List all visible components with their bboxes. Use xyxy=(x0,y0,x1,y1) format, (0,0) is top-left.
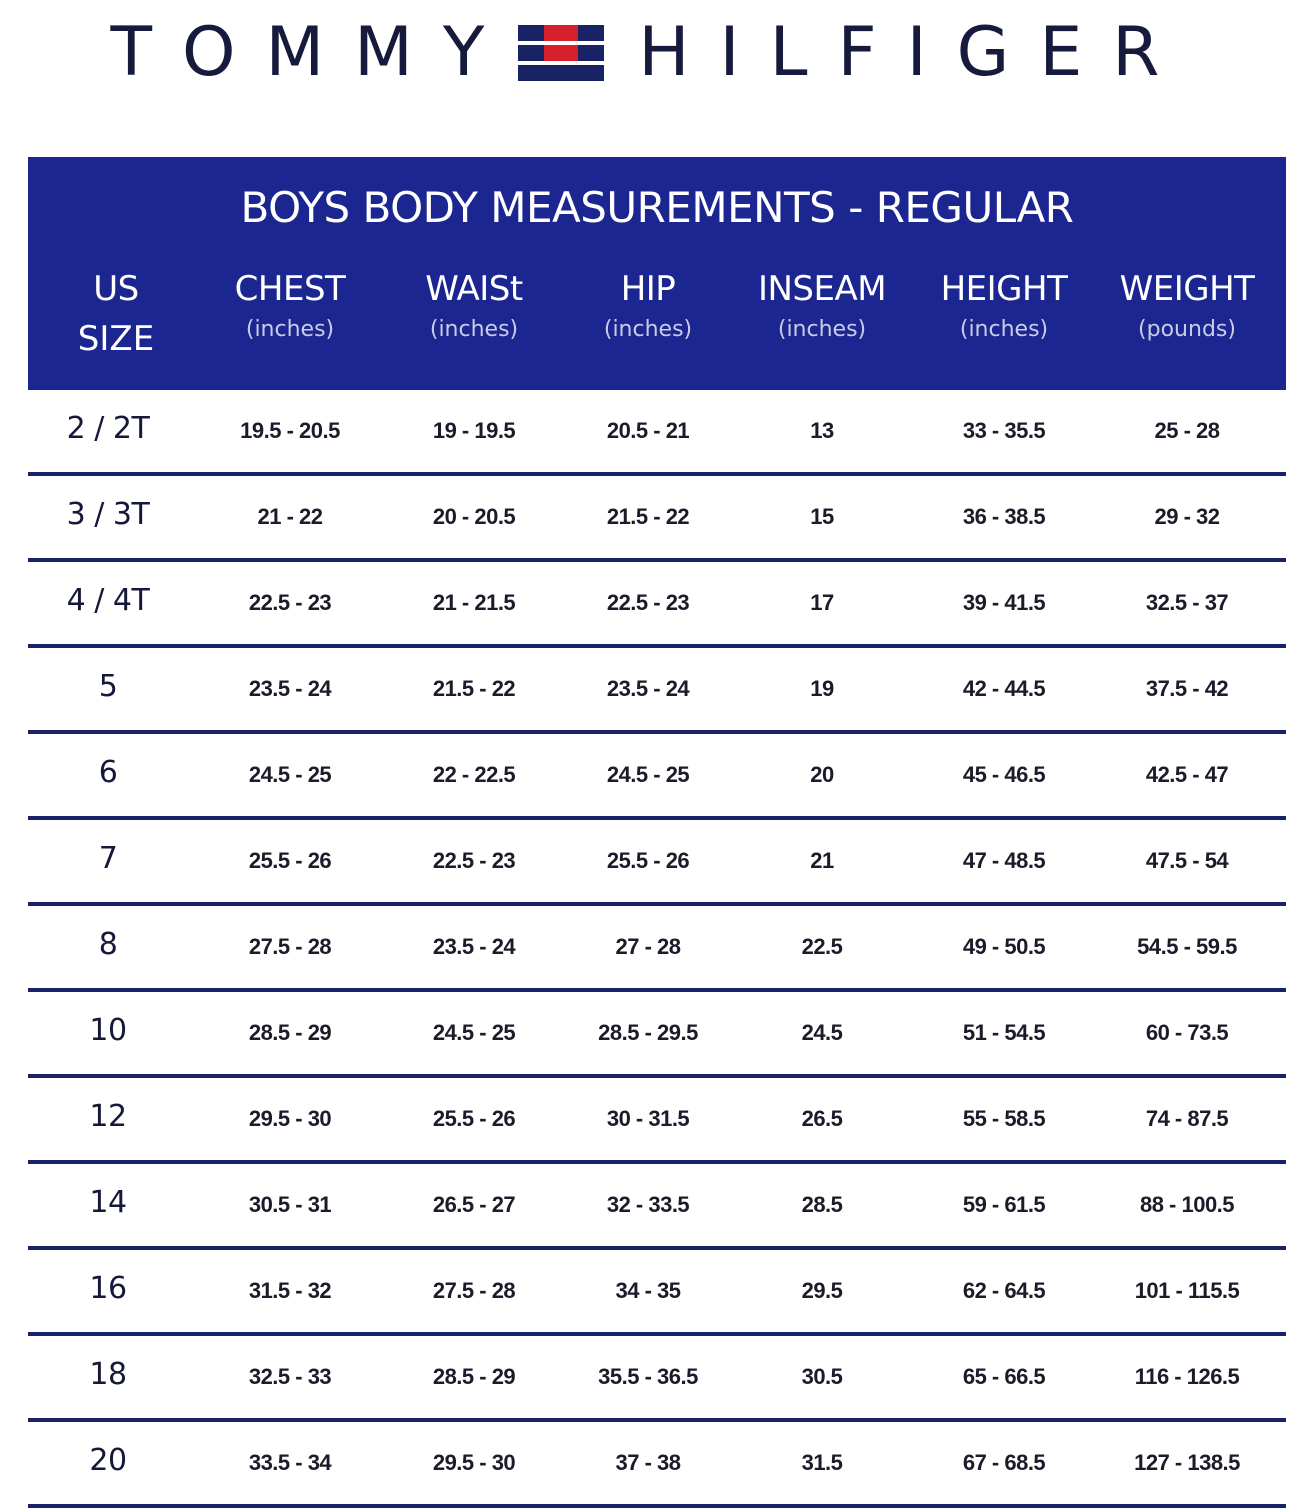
cell-chest: 25.5 - 26 xyxy=(248,848,332,873)
cell-hip: 20.5 - 21 xyxy=(606,418,690,443)
column-header-weight xyxy=(1088,269,1286,359)
cell-size: 12 xyxy=(89,1098,127,1134)
column-header-inseam xyxy=(724,269,920,359)
cell-size: 6 xyxy=(98,754,118,790)
cell-size: 4 / 4T xyxy=(66,582,150,618)
cell-waist: 27.5 - 28 xyxy=(432,1278,516,1303)
cell-chest: 31.5 - 32 xyxy=(248,1278,332,1303)
cell-inseam: 30.5 xyxy=(801,1364,843,1389)
cell-weight: 88 - 100.5 xyxy=(1139,1192,1235,1217)
table-row xyxy=(28,1422,1286,1508)
column-headers xyxy=(28,269,1286,359)
cell-inseam: 20 xyxy=(810,762,834,787)
column-header-unit: SIZE xyxy=(77,319,155,359)
cell-inseam: 13 xyxy=(810,418,834,443)
cell-height: 59 - 61.5 xyxy=(962,1192,1046,1217)
cell-hip: 34 - 35 xyxy=(615,1278,681,1303)
chart-title: BOYS BODY MEASUREMENTS - REGULAR xyxy=(240,183,1074,232)
cell-inseam: 28.5 xyxy=(801,1192,843,1217)
column-header-label: US xyxy=(93,269,139,309)
cell-height: 47 - 48.5 xyxy=(962,848,1046,873)
cell-size: 8 xyxy=(98,926,118,962)
column-header-height xyxy=(920,269,1088,359)
cell-inseam: 26.5 xyxy=(801,1106,843,1131)
cell-height: 33 - 35.5 xyxy=(962,418,1046,443)
cell-size: 10 xyxy=(89,1012,127,1048)
cell-weight: 116 - 126.5 xyxy=(1134,1364,1240,1389)
table-row xyxy=(28,820,1286,906)
cell-weight: 32.5 - 37 xyxy=(1145,590,1229,615)
table-row xyxy=(28,390,1286,476)
column-header-label: WAISt xyxy=(425,269,523,309)
cell-hip: 23.5 - 24 xyxy=(606,676,690,701)
logo-word-hilfiger: HILFIGER xyxy=(638,13,1190,92)
cell-waist: 22.5 - 23 xyxy=(432,848,516,873)
cell-hip: 37 - 38 xyxy=(615,1450,681,1475)
table-row xyxy=(28,562,1286,648)
cell-waist: 23.5 - 24 xyxy=(432,934,516,959)
cell-weight: 25 - 28 xyxy=(1154,418,1220,443)
cell-inseam: 15 xyxy=(810,504,834,529)
chart-header xyxy=(28,157,1286,390)
cell-inseam: 17 xyxy=(810,590,834,615)
column-header-label: CHEST xyxy=(234,269,346,309)
cell-size: 7 xyxy=(98,840,118,876)
table-row xyxy=(28,476,1286,562)
cell-hip: 27 - 28 xyxy=(615,934,681,959)
cell-waist: 19 - 19.5 xyxy=(432,418,516,443)
column-header-hip xyxy=(572,269,724,359)
cell-waist: 21.5 - 22 xyxy=(432,676,516,701)
flag-bottom-stripe xyxy=(518,65,604,81)
cell-size: 16 xyxy=(89,1270,127,1306)
cell-height: 67 - 68.5 xyxy=(962,1450,1046,1475)
cell-hip: 30 - 31.5 xyxy=(606,1106,690,1131)
column-header-label: HEIGHT xyxy=(940,269,1068,309)
column-header-label: WEIGHT xyxy=(1119,269,1255,309)
cell-waist: 20 - 20.5 xyxy=(432,504,516,529)
cell-height: 45 - 46.5 xyxy=(962,762,1046,787)
cell-chest: 27.5 - 28 xyxy=(248,934,332,959)
cell-hip: 32 - 33.5 xyxy=(606,1192,690,1217)
cell-height: 51 - 54.5 xyxy=(962,1020,1046,1045)
cell-waist: 28.5 - 29 xyxy=(432,1364,516,1389)
cell-waist: 26.5 - 27 xyxy=(432,1192,516,1217)
cell-chest: 29.5 - 30 xyxy=(248,1106,332,1131)
cell-inseam: 29.5 xyxy=(801,1278,843,1303)
flag-middle-stripe xyxy=(518,45,604,61)
cell-hip: 35.5 - 36.5 xyxy=(598,1364,698,1389)
cell-inseam: 31.5 xyxy=(801,1450,843,1475)
cell-height: 65 - 66.5 xyxy=(962,1364,1046,1389)
cell-chest: 24.5 - 25 xyxy=(248,762,332,787)
cell-height: 49 - 50.5 xyxy=(962,934,1046,959)
cell-hip: 28.5 - 29.5 xyxy=(598,1020,698,1045)
cell-chest: 30.5 - 31 xyxy=(248,1192,332,1217)
cell-size: 5 xyxy=(98,668,118,704)
table-row xyxy=(28,1336,1286,1422)
cell-size: 2 / 2T xyxy=(66,410,150,446)
table-row xyxy=(28,734,1286,820)
brand-logo xyxy=(0,8,1300,98)
cell-hip: 24.5 - 25 xyxy=(606,762,690,787)
flag-icon xyxy=(518,25,604,81)
cell-waist: 29.5 - 30 xyxy=(432,1450,516,1475)
cell-size: 14 xyxy=(89,1184,127,1220)
cell-size: 18 xyxy=(89,1356,127,1392)
cell-weight: 60 - 73.5 xyxy=(1145,1020,1229,1045)
cell-weight: 29 - 32 xyxy=(1154,504,1220,529)
cell-chest: 22.5 - 23 xyxy=(248,590,332,615)
cell-height: 39 - 41.5 xyxy=(962,590,1046,615)
table-row xyxy=(28,1164,1286,1250)
cell-weight: 47.5 - 54 xyxy=(1145,848,1229,873)
cell-chest: 19.5 - 20.5 xyxy=(240,418,340,443)
column-header-unit: (pounds) xyxy=(1138,317,1236,342)
cell-chest: 23.5 - 24 xyxy=(248,676,332,701)
cell-hip: 21.5 - 22 xyxy=(606,504,690,529)
cell-height: 62 - 64.5 xyxy=(962,1278,1046,1303)
table-row xyxy=(28,992,1286,1078)
column-header-unit: (inches) xyxy=(245,317,335,342)
cell-chest: 21 - 22 xyxy=(257,504,323,529)
table-row xyxy=(28,906,1286,992)
flag-top-stripe xyxy=(518,25,604,41)
cell-weight: 127 - 138.5 xyxy=(1134,1450,1240,1475)
column-header-label: HIP xyxy=(620,269,676,309)
table-row xyxy=(28,1250,1286,1336)
column-header-label: INSEAM xyxy=(757,269,887,309)
cell-waist: 22 - 22.5 xyxy=(432,762,516,787)
cell-weight: 42.5 - 47 xyxy=(1145,762,1229,787)
logo-word-tommy: TOMMY xyxy=(110,13,515,92)
cell-weight: 54.5 - 59.5 xyxy=(1137,934,1237,959)
cell-hip: 25.5 - 26 xyxy=(606,848,690,873)
cell-weight: 101 - 115.5 xyxy=(1134,1278,1240,1303)
cell-chest: 33.5 - 34 xyxy=(248,1450,332,1475)
size-chart xyxy=(28,157,1286,1508)
column-header-us-size xyxy=(28,269,204,359)
cell-waist: 24.5 - 25 xyxy=(432,1020,516,1045)
cell-height: 42 - 44.5 xyxy=(962,676,1046,701)
cell-inseam: 19 xyxy=(810,676,834,701)
column-header-unit: (inches) xyxy=(429,317,519,342)
table-row xyxy=(28,1078,1286,1164)
table-body xyxy=(28,390,1286,1508)
column-header-unit: (inches) xyxy=(777,317,867,342)
cell-waist: 21 - 21.5 xyxy=(432,590,516,615)
table-row xyxy=(28,648,1286,734)
cell-height: 55 - 58.5 xyxy=(962,1106,1046,1131)
column-header-chest xyxy=(204,269,376,359)
cell-weight: 74 - 87.5 xyxy=(1145,1106,1229,1131)
cell-inseam: 22.5 xyxy=(801,934,843,959)
cell-inseam: 21 xyxy=(810,848,834,873)
column-header-unit: (inches) xyxy=(959,317,1049,342)
cell-hip: 22.5 - 23 xyxy=(606,590,690,615)
cell-height: 36 - 38.5 xyxy=(962,504,1046,529)
cell-inseam: 24.5 xyxy=(801,1020,843,1045)
cell-weight: 37.5 - 42 xyxy=(1145,676,1229,701)
cell-size: 3 / 3T xyxy=(66,496,150,532)
cell-waist: 25.5 - 26 xyxy=(432,1106,516,1131)
column-header-waist xyxy=(376,269,572,359)
cell-chest: 28.5 - 29 xyxy=(248,1020,332,1045)
column-header-unit: (inches) xyxy=(603,317,693,342)
cell-size: 20 xyxy=(89,1442,127,1478)
cell-chest: 32.5 - 33 xyxy=(248,1364,332,1389)
